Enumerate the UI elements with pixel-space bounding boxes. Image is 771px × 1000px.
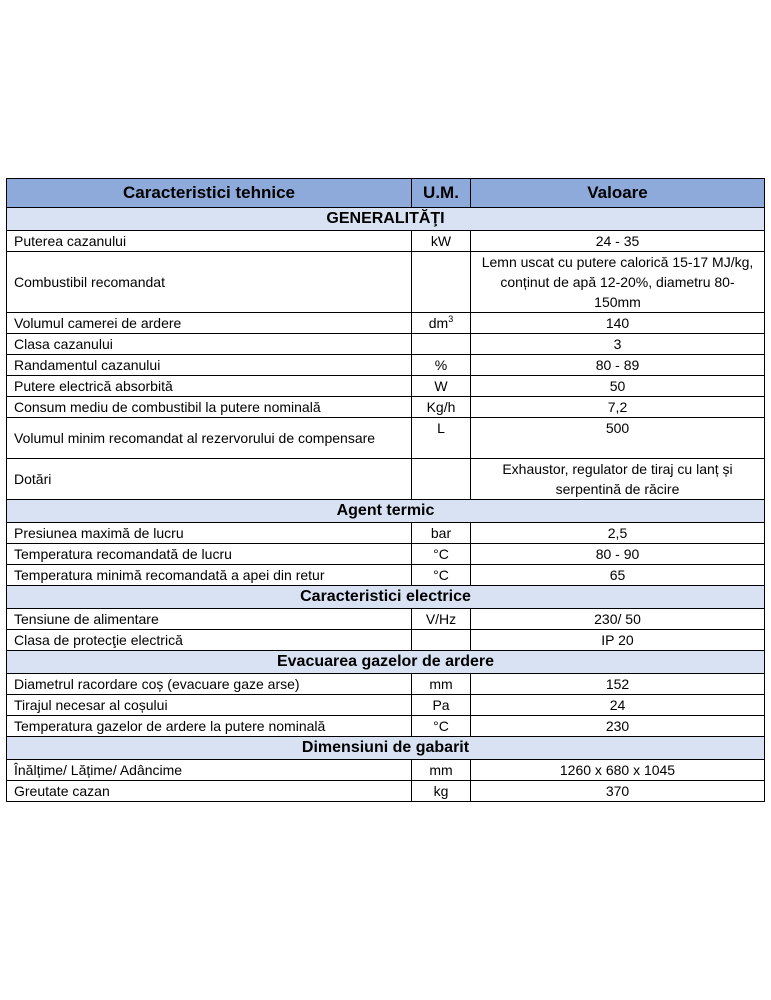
spec-unit: °C [412, 544, 471, 565]
spec-unit: Kg/h [412, 397, 471, 418]
spec-name: Volumul camerei de ardere [7, 313, 412, 334]
spec-name: Tirajul necesar al coșului [7, 695, 412, 716]
table-row [7, 523, 765, 544]
spec-name: Clasa cazanului [7, 334, 412, 355]
spec-name: Temperatura gazelor de ardere la putere nominală [7, 716, 412, 737]
spec-unit: % [412, 355, 471, 376]
spec-unit: °C [412, 565, 471, 586]
spec-value: 24 - 35 [471, 231, 765, 252]
table-row [7, 781, 765, 802]
spec-value: 7,2 [471, 397, 765, 418]
spec-name: Putere electrică absorbită [7, 376, 412, 397]
spec-value: 65 [471, 565, 765, 586]
spec-value: Exhaustor, regulator de tiraj cu lanț și serpentină de răcire [471, 459, 765, 500]
spec-value: 152 [471, 674, 765, 695]
spec-name: Temperatura recomandată de lucru [7, 544, 412, 565]
table-row [7, 252, 765, 313]
section-title: GENERALITĂŢI [7, 208, 765, 231]
spec-unit: kW [412, 231, 471, 252]
table-row [7, 355, 765, 376]
spec-unit: kg [412, 781, 471, 802]
table-row [7, 630, 765, 651]
spec-name: Temperatura minimă recomandată a apei din retur [7, 565, 412, 586]
section-row-flue-gas [7, 651, 765, 674]
spec-value: 3 [471, 334, 765, 355]
header-value: Valoare [471, 179, 765, 208]
table-row [7, 313, 765, 334]
spec-value: 500 [471, 418, 765, 459]
table-row [7, 716, 765, 737]
spec-unit: mm [412, 760, 471, 781]
spec-name: Puterea cazanului [7, 231, 412, 252]
spec-unit [412, 630, 471, 651]
spec-unit: Pa [412, 695, 471, 716]
spec-unit [412, 252, 471, 313]
spec-name: Greutate cazan [7, 781, 412, 802]
header-characteristics: Caracteristici tehnice [7, 179, 412, 208]
spec-unit: V/Hz [412, 609, 471, 630]
spec-unit: W [412, 376, 471, 397]
unit-base: dm [428, 315, 449, 331]
spec-value: 140 [471, 313, 765, 334]
spec-name: Randamentul cazanului [7, 355, 412, 376]
table-row [7, 376, 765, 397]
spec-value: 230 [471, 716, 765, 737]
table-row [7, 695, 765, 716]
spec-value: IP 20 [471, 630, 765, 651]
spec-name: Presiunea maximă de lucru [7, 523, 412, 544]
spec-value: 370 [471, 781, 765, 802]
table-row [7, 231, 765, 252]
section-title: Agent termic [7, 500, 765, 523]
spec-unit [412, 459, 471, 500]
table-header-row [7, 179, 765, 208]
table-row [7, 674, 765, 695]
section-row-thermal-agent [7, 500, 765, 523]
spec-name: Dotări [7, 459, 412, 500]
spec-value: 24 [471, 695, 765, 716]
spec-name: Combustibil recomandat [7, 252, 412, 313]
section-title: Evacuarea gazelor de ardere [7, 651, 765, 674]
spec-value: 80 - 90 [471, 544, 765, 565]
section-row-dimensions [7, 737, 765, 760]
spec-name: Tensiune de alimentare [7, 609, 412, 630]
spec-unit: bar [412, 523, 471, 544]
spec-value: 80 - 89 [471, 355, 765, 376]
technical-specs-table [6, 178, 765, 802]
section-title: Dimensiuni de gabarit [7, 737, 765, 760]
spec-value: 1260 x 680 x 1045 [471, 760, 765, 781]
table-row [7, 334, 765, 355]
spec-value: 2,5 [471, 523, 765, 544]
spec-name: Clasa de protecţie electrică [7, 630, 412, 651]
spec-name: Consum mediu de combustibil la putere nominală [7, 397, 412, 418]
spec-unit: L [412, 418, 471, 459]
spec-name: Volumul minim recomandat al rezervorului de compensare [7, 418, 412, 459]
spec-unit [412, 334, 471, 355]
table-row [7, 544, 765, 565]
spec-name: Înălțime/ Lățime/ Adâncime [7, 760, 412, 781]
section-row-electrical [7, 586, 765, 609]
spec-name: Diametrul racordare coș (evacuare gaze arse) [7, 674, 412, 695]
table-row [7, 418, 765, 459]
spec-value: 50 [471, 376, 765, 397]
section-title: Caracteristici electrice [7, 586, 765, 609]
unit-superscript: 3 [448, 314, 454, 324]
spec-unit [412, 313, 471, 334]
table-row [7, 397, 765, 418]
spec-value: 230/ 50 [471, 609, 765, 630]
header-unit: U.M. [412, 179, 471, 208]
section-row-general [7, 208, 765, 231]
table-row [7, 459, 765, 500]
table-row [7, 760, 765, 781]
table-row [7, 565, 765, 586]
spec-unit: °C [412, 716, 471, 737]
spec-unit: mm [412, 674, 471, 695]
table-row [7, 609, 765, 630]
spec-value: Lemn uscat cu putere calorică 15-17 MJ/kg, conținut de apă 12-20%, diametru 80-150mm [471, 252, 765, 313]
